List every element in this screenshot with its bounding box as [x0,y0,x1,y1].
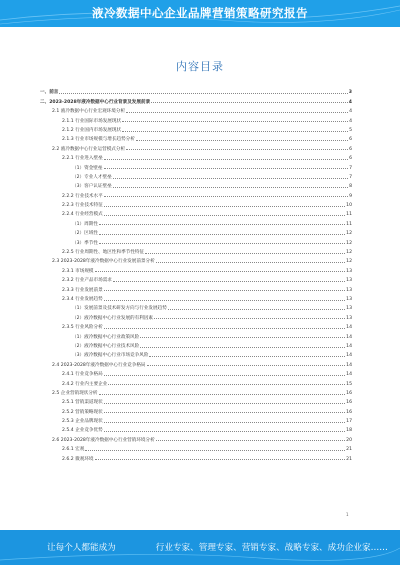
toc-entry-page: 8 [349,184,352,190]
toc-entry[interactable] [40,349,352,358]
footer-slogan-left: 让每个人都能成为 [47,543,116,553]
toc-entry-page: 16 [346,400,352,406]
toc-entry-label: 一、前言 [40,90,59,96]
toc-leader-dots [108,384,345,385]
report-title: 液冷数据中心企业品牌营销策略研究报告 [92,6,308,20]
toc-entry-page: 13 [346,296,352,302]
toc-entry-label: 2.2.2 行业技术水平 [62,193,103,199]
toc-leader-dots [145,253,345,254]
toc-leader-dots [104,431,345,432]
toc-entry[interactable] [40,340,352,349]
toc-entry-page: 6 [349,146,352,152]
toc-entry-label: （1）发展前景及技术研发方向与行业发展趋势 [72,306,167,312]
toc-entry-label: （2）液冷数据中心行业发展的有利因素 [72,315,154,321]
toc-entry-page: 12 [346,231,352,237]
toc-entry-page: 14 [346,334,352,340]
toc-entry-label: 2.2.4 行业经营模式 [62,212,103,218]
toc-entry[interactable] [40,208,352,217]
toc-entry-page: 7 [349,174,352,180]
toc-entry[interactable] [40,358,352,367]
toc-leader-dots [104,422,345,423]
toc-entry-label: （2）区域性 [72,231,98,237]
toc-entry-label: （3）液冷数据中心行业市场竞争风险 [72,353,149,359]
toc-leader-dots [122,121,348,122]
toc-entry-label: 2.3.3 行业发展前景 [62,287,103,293]
toc-entry-page: 16 [346,409,352,415]
toc-leader-dots [168,309,345,310]
toc-leader-dots [104,328,345,329]
toc-entry-page: 4 [349,109,352,115]
toc-entry-label: （1）周期性 [72,221,98,227]
toc-entry[interactable] [40,293,352,302]
toc-entry[interactable] [40,274,352,283]
toc-entry[interactable] [40,246,352,255]
toc-leader-dots [85,450,345,451]
toc-entry-page: 18 [346,428,352,434]
toc-entry-page: 21 [346,456,352,462]
toc-leader-dots [104,290,345,291]
toc-leader-dots [99,234,345,235]
toc-leader-dots [156,262,345,263]
toc-entry-label: 2.3.5 行业风险分析 [62,325,103,331]
toc-entry-page: 14 [346,362,352,368]
toc-entry[interactable] [40,330,352,339]
toc-leader-dots [151,102,348,103]
toc-entry-label: （2）专业人才壁垒 [72,174,112,180]
toc-leader-dots [149,356,345,357]
toc-leader-dots [104,375,345,376]
toc-entry[interactable] [40,405,352,414]
toc-entry[interactable] [40,321,352,330]
toc-leader-dots [104,215,345,216]
toc-entry[interactable] [40,433,352,442]
toc-leader-dots [113,281,345,282]
toc-entry-label: 2.5 企业营销现状分析 [52,390,98,396]
toc-entry[interactable] [40,86,352,95]
toc-leader-dots [95,271,346,272]
toc-entry[interactable] [40,396,352,405]
toc-entry[interactable] [40,377,352,386]
toc-entry-label: 2.3.4 行业发展趋势 [62,296,103,302]
toc-entry[interactable] [40,161,352,170]
footer-slogan-right: 行业专家、管理专家、营销专家、战略专家、成功企业家…… [155,543,388,553]
table-of-contents [40,86,352,462]
toc-leader-dots [113,178,348,179]
toc-entry-label: （1）液冷数据中心行业政策风险 [72,334,140,340]
toc-entry-page: 12 [346,240,352,246]
toc-entry-page: 10 [346,203,352,209]
toc-entry-page: 13 [346,306,352,312]
toc-leader-dots [113,187,348,188]
toc-entry-label: （3）季节性 [72,240,98,246]
toc-entry-label: 2.3.2 行业产品市场需求 [62,278,112,284]
toc-leader-dots [104,159,348,160]
toc-leader-dots [104,300,345,301]
toc-entry-page: 12 [346,250,352,256]
toc-leader-dots [140,347,345,348]
toc-leader-dots [104,403,345,404]
toc-entry-page: 6 [349,137,352,143]
toc-entry[interactable] [40,311,352,320]
toc-entry[interactable] [40,199,352,208]
toc-entry-label: 2.2 液冷数据中心行业运营模式分析 [52,146,126,152]
toc-entry-label: 2.2.1 行业进入壁垒 [62,156,103,162]
toc-entry[interactable] [40,180,352,189]
toc-entry[interactable] [40,255,352,264]
toc-entry[interactable] [40,264,352,273]
toc-leader-dots [140,337,345,338]
toc-leader-dots [99,394,346,395]
toc-entry[interactable] [40,443,352,452]
toc-entry[interactable] [40,387,352,396]
toc-entry[interactable] [40,189,352,198]
toc-entry-label: （1）资金壁垒 [72,165,103,171]
toc-entry-label: 2.5.3 企业品牌现状 [62,419,103,425]
toc-entry-label: （2）液冷数据中心行业技术风险 [72,343,140,349]
toc-leader-dots [59,93,347,94]
toc-entry-label: 2.6.2 微观环境 [62,456,94,462]
toc-entry[interactable] [40,415,352,424]
toc-entry-label: 2.6.1 宏观 [62,447,85,453]
toc-entry-page: 17 [346,419,352,425]
toc-heading: 内容目录 [176,60,224,73]
toc-entry-page: 14 [346,325,352,331]
toc-entry[interactable] [40,236,352,245]
toc-entry-page: 4 [348,99,352,105]
toc-entry-page: 5 [349,127,352,133]
toc-entry[interactable] [40,283,352,292]
toc-entry-label: （3）客户认证壁垒 [72,184,112,190]
toc-entry-label: 2.1.2 行业国内市场发展现状 [62,127,122,133]
toc-leader-dots [126,149,348,150]
header-banner [0,0,400,27]
toc-leader-dots [104,206,345,207]
toc-entry-label: 2.4.1 行业竞争格局 [62,372,103,378]
toc-entry-page: 20 [346,437,352,443]
toc-entry-page: 13 [346,278,352,284]
toc-leader-dots [126,112,348,113]
footer-slogan [47,541,388,553]
toc-leader-dots [104,412,345,413]
toc-entry-page: 13 [346,315,352,321]
toc-leader-dots [99,224,345,225]
toc-entry-label: 2.2.5 行业周期性、地区性和季节性特征 [62,250,145,256]
toc-entry[interactable] [40,217,352,226]
toc-entry-page: 11 [346,212,352,218]
toc-entry-label: 2.4.2 行业内主要企业 [62,381,108,387]
toc-leader-dots [122,131,348,132]
toc-leader-dots [99,243,345,244]
toc-entry-label: 2.5.1 营销渠道现状 [62,400,103,406]
toc-entry-label: 2.1 液冷数据中心行业宏观环境分析 [52,109,126,115]
toc-leader-dots [136,140,348,141]
toc-entry-page: 9 [349,193,352,199]
toc-entry[interactable] [40,95,352,104]
toc-entry[interactable] [40,114,352,123]
toc-leader-dots [147,365,346,366]
toc-entry-page: 3 [348,90,352,96]
toc-entry-page: 7 [349,165,352,171]
footer-banner [0,530,400,565]
toc-entry-page: 11 [346,221,352,227]
toc-entry-page: 6 [349,156,352,162]
toc-entry-page: 12 [346,259,352,265]
toc-entry-label: 2.5.4 企业竞争优势 [62,428,103,434]
toc-entry[interactable] [40,152,352,161]
toc-entry-page: 15 [346,381,352,387]
toc-entry-page: 21 [346,447,352,453]
toc-entry-label: 2.4 2023-2028年液冷数据中心行业竞争格局 [52,362,146,368]
toc-entry[interactable] [40,124,352,133]
toc-entry-page: 13 [346,287,352,293]
toc-entry-label: 2.2.3 行业技术特征 [62,203,103,209]
toc-leader-dots [104,168,349,169]
toc-entry[interactable] [40,105,352,114]
toc-entry-label: 2.3 2023-2028年液冷数据中心行业发展前景分析 [52,259,155,265]
toc-entry-page: 4 [349,118,352,124]
toc-entry-label: 2.1.1 行业国际市场发展现状 [62,118,122,124]
toc-entry-page: 14 [346,343,352,349]
toc-leader-dots [154,318,345,319]
toc-leader-dots [104,196,348,197]
toc-entry[interactable] [40,424,352,433]
page-number: 1 [346,512,349,517]
toc-leader-dots [156,440,345,441]
toc-entry-label: 2.6 2023-2028年液冷数据中心行业营销环境分析 [52,437,155,443]
toc-leader-dots [95,459,346,460]
toc-entry[interactable] [40,302,352,311]
toc-entry[interactable] [40,142,352,151]
toc-entry[interactable] [40,368,352,377]
toc-entry-page: 14 [346,372,352,378]
toc-entry-page: 13 [346,268,352,274]
toc-entry-label: 2.5.2 营销策略现状 [62,409,103,415]
toc-entry-label: 2.1.3 行业市场规模与增长趋势分析 [62,137,135,143]
toc-entry-page: 16 [346,390,352,396]
toc-entry[interactable] [40,171,352,180]
toc-entry[interactable] [40,452,352,461]
toc-entry[interactable] [40,133,352,142]
toc-entry-label: 2.3.1 市场规模 [62,268,94,274]
toc-entry-label: 二、2023-2028年液冷数据中心行业背景及发展前景 [40,99,151,105]
toc-entry-page: 14 [346,353,352,359]
toc-entry[interactable] [40,227,352,236]
